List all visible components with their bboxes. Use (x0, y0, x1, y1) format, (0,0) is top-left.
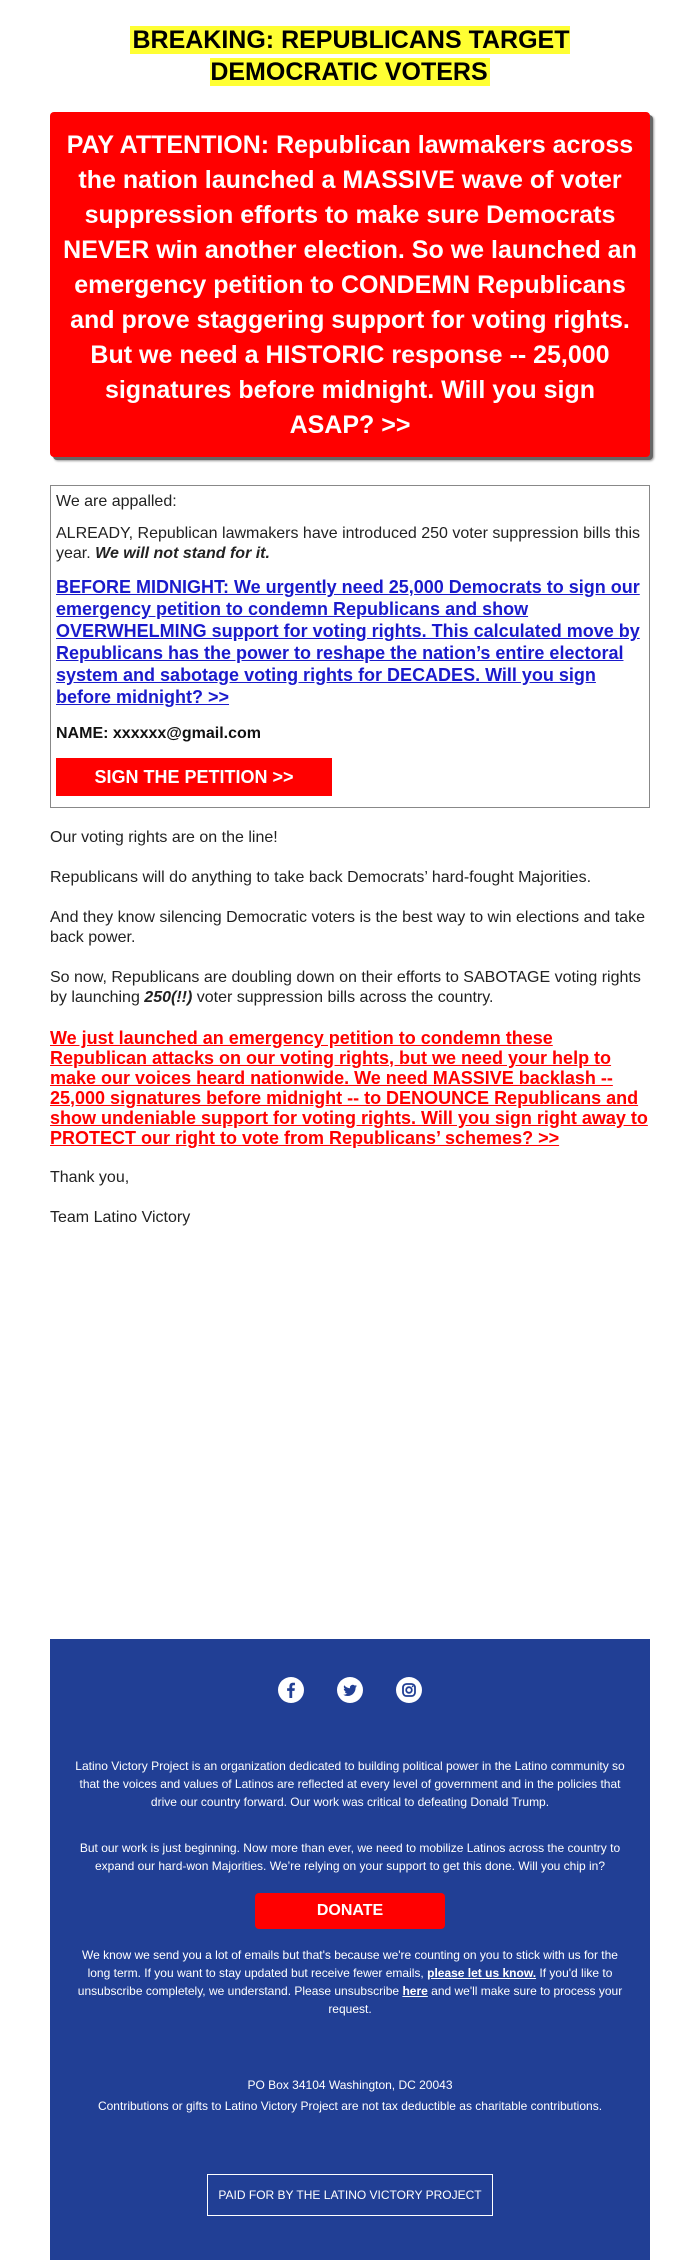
body-paragraph-2: Republicans will do anything to take back Democrats’ hard-fought Majorities. (50, 869, 592, 886)
name-line (56, 724, 644, 744)
fewer-emails-link[interactable]: please let us know. (427, 1966, 537, 1980)
twitter-icon[interactable] (337, 1677, 363, 1703)
petition-intro (56, 524, 644, 564)
footer-work: But our work is just beginning. Now more than ever, we need to mobilize Latinos across the country to expand our hard-won Majorities. We’re relying on your support to get this done. Will you chip in? (79, 1841, 621, 1873)
donate-button[interactable]: DONATE (255, 1893, 445, 1929)
footer-address: PO Box 34104 Washington, DC 20043 (247, 2078, 453, 2092)
alert-banner-link[interactable]: PAY ATTENTION: Republican lawmakers across the nation launched a MASSIVE wave of voter suppression efforts to make sure Democrats NEVER win another election. So we launched an emergency petition to CONDEMN Republicans and prove staggering support for voting rights. But we need a HISTORIC response -- 25,000 signatures before midnight. Will you sign ASAP? >> (50, 112, 650, 457)
team-signature: Team Latino Victory (50, 1209, 191, 1226)
petition-cta-link[interactable]: BEFORE MIDNIGHT: We urgently need 25,000 Democrats to sign our emergency petition to condemn Republicans and show OVERWHELMING support for voting rights. This calculated move by Republicans has the power to reshape the nation’s entire electoral system and sabotage voting rights for DECADES. Will you sign before midnight? >> (56, 577, 640, 707)
petition-box (50, 485, 650, 808)
facebook-icon[interactable] (278, 1677, 304, 1703)
sign-petition-button[interactable]: SIGN THE PETITION >> (56, 758, 332, 796)
unsubscribe-here-link[interactable]: here (402, 1984, 428, 1998)
petition-intro-emphasis: We will not stand for it. (95, 545, 270, 562)
instagram-icon[interactable] (396, 1677, 422, 1703)
footer-unsubscribe (50, 1946, 650, 2018)
unsub-text-2: If you'd like to unsubscribe completely, we understand. Please unsubscribe (77, 1966, 613, 1998)
footer (50, 1639, 650, 2260)
email-body (50, 24, 650, 1228)
unsub-text-3: and we'll make sure to process your request. (328, 1984, 623, 2016)
body-paragraph-4 (50, 968, 650, 1008)
footer-disclaimer: Contributions or gifts to Latino Victory Project are not tax deductible as charitable contributions. (97, 2099, 603, 2113)
body-copy (50, 828, 650, 1228)
body-paragraph-4-end: voter suppression bills across the country. (196, 989, 494, 1006)
body-paragraph-4-emphasis: 250(!!) (144, 989, 193, 1006)
name-value: xxxxxx@gmail.com (112, 725, 262, 742)
petition-red-link[interactable]: We just launched an emergency petition to condemn these Republican attacks on our voting rights, but we need your help to make our voices heard nationwide. We need MASSIVE backlash -- 25,000 signatures before midnight -- to DENOUNCE Republicans and show undeniable support for voting rights. Will you sign right away to PROTECT our right to vote from Republicans’ schemes? >> (50, 1028, 648, 1148)
petition-intro-text: ALREADY, Republican lawmakers have introduced 250 voter suppression bills this year. (56, 525, 641, 562)
signoff: Thank you, (50, 1169, 130, 1186)
name-label: NAME: (56, 725, 109, 742)
body-paragraph-4-start: So now, Republicans are doubling down on their efforts to SABOTAGE voting rights by launching (50, 969, 641, 1006)
social-row (50, 1677, 650, 1703)
body-paragraph-1: Our voting rights are on the line! (50, 829, 278, 846)
unsub-text-1: We know we send you a lot of emails but that's because we're counting on you to stick with us for the long term. If you want to stay updated but receive fewer emails, (82, 1948, 618, 1980)
headline-text: BREAKING: REPUBLICANS TARGET DEMOCRATIC VOTERS (132, 26, 570, 86)
paid-for-box: PAID FOR BY THE LATINO VICTORY PROJECT (207, 2174, 493, 2216)
body-paragraph-3: And they know silencing Democratic voters is the best way to win elections and take back power. (50, 909, 645, 946)
footer-about: Latino Victory Project is an organization dedicated to building political power in the Latino community so that the voices and values of Latinos are reflected at every level of government and in the policies that drive our country forward. Our work was critical to defeating Donald Trump. (75, 1759, 625, 1809)
petition-greeting: We are appalled: (56, 493, 177, 510)
headline (50, 24, 650, 88)
